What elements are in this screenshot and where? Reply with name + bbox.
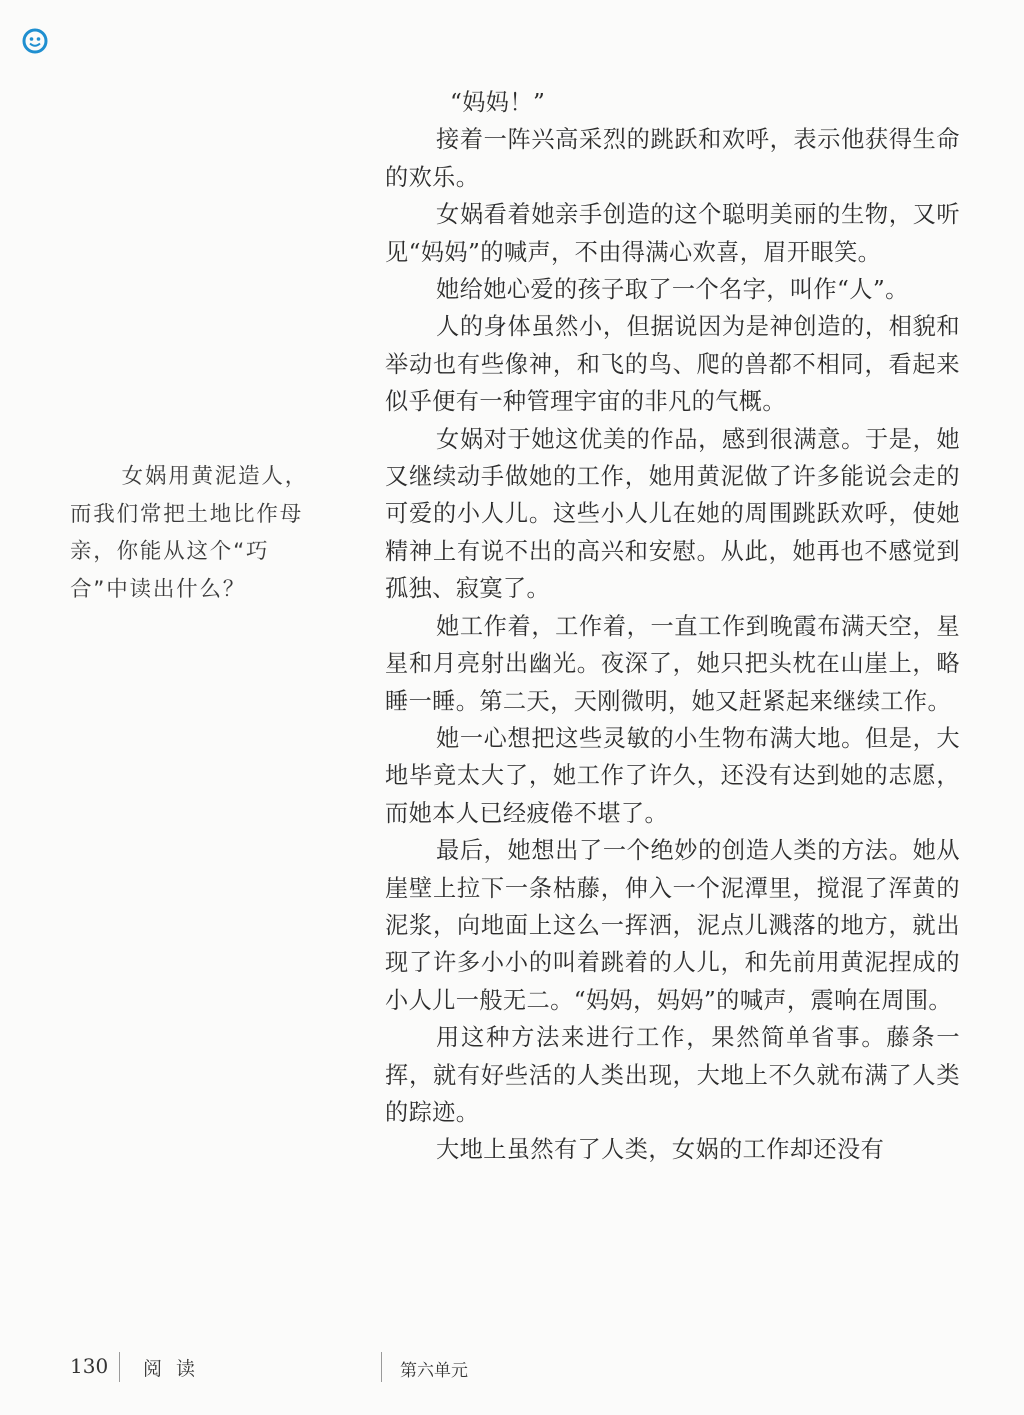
side-note-text: 女娲用黄泥造人，而我们常把土地比作母亲，你能从这个“巧合”中读出什么？ bbox=[70, 464, 308, 602]
paragraph: 人的身体虽然小，但据说因为是神创造的，相貌和举动也有些像神，和飞的鸟、爬的兽都不相同，看起来似乎便有一种管理宇宙的非凡的气概。 bbox=[385, 313, 960, 416]
side-note bbox=[70, 458, 320, 608]
footer-divider bbox=[381, 1352, 382, 1382]
smiley-icon bbox=[22, 28, 48, 54]
unit-label: 第六单元 bbox=[400, 1361, 468, 1381]
main-text bbox=[385, 84, 960, 1169]
paragraph: 接着一阵兴高采烈的跳跃和欢呼，表示他获得生命的欢乐。 bbox=[385, 126, 960, 191]
page-footer bbox=[0, 1350, 1024, 1390]
section-title: 阅 读 bbox=[143, 1358, 200, 1380]
paragraph: 她给她心爱的孩子取了一个名字，叫作“人”。 bbox=[436, 276, 909, 304]
paragraph: 用这种方法来进行工作，果然简单省事。藤条一挥，就有好些活的人类出现，大地上不久就布满了人类的踪迹。 bbox=[385, 1024, 960, 1126]
paragraph: 大地上虽然有了人类，女娲的工作却还没有 bbox=[436, 1136, 885, 1164]
paragraph: “妈妈！” bbox=[449, 89, 546, 116]
paragraph: 她工作着，工作着，一直工作到晚霞布满天空，星星和月亮射出幽光。夜深了，她只把头枕在山崖上，略睡一睡。第二天，天刚微明，她又赶紧起来继续工作。 bbox=[385, 612, 960, 715]
paragraph: 女娲对于她这优美的作品，感到很满意。于是，她又继续动手做她的工作，她用黄泥做了许多能说会走的可爱的小人儿。这些小人儿在她的周围跳跃欢呼，使她精神上有说不出的高兴和安慰。从此，她再也不感觉到孤独、寂寞了。 bbox=[385, 425, 960, 603]
paragraph: 女娲看着她亲手创造的这个聪明美丽的生物，又听见“妈妈”的喊声，不由得满心欢喜，眉开眼笑。 bbox=[385, 201, 960, 266]
footer-divider bbox=[119, 1352, 120, 1382]
paragraph: 最后，她想出了一个绝妙的创造人类的方法。她从崖壁上拉下一条枯藤，伸入一个泥潭里，搅混了浑黄的泥浆，向地面上这么一挥洒，泥点儿溅落的地方，就出现了许多小小的叫着跳着的人儿，和先前用黄泥捏成的小人儿一般无二。“妈妈，妈妈”的喊声，震响在周围。 bbox=[385, 837, 960, 1014]
paragraph: 她一心想把这些灵敏的小生物布满大地。但是，大地毕竟太大了，她工作了许久，还没有达到她的志愿，而她本人已经疲倦不堪了。 bbox=[385, 724, 960, 827]
page-number: 130 bbox=[70, 1354, 109, 1378]
